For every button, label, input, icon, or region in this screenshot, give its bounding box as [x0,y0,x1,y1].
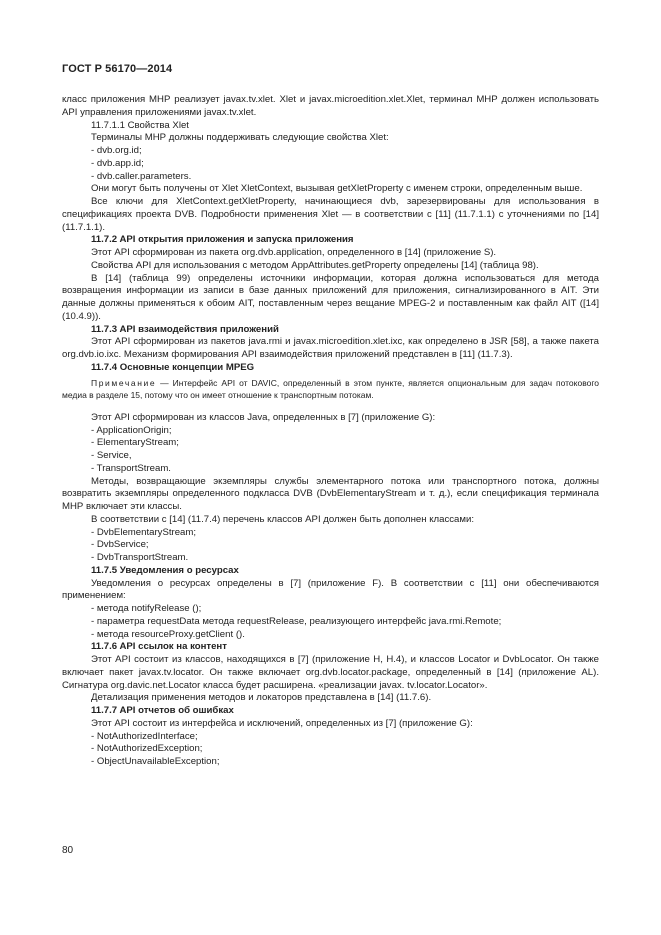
page-body [62,94,599,769]
list-item: - TransportStream. [91,462,171,474]
note [62,377,599,402]
list-item: - dvb.app.id; [91,157,144,169]
list-item: - dvb.caller.parameters. [91,170,192,182]
list-item: - параметра requestData метода requestRelease, реализующего интерфейс java.rmi.Remote; [91,615,502,627]
list-item: - ElementaryStream; [91,437,179,449]
list-item: - Service, [91,450,132,462]
list-item: - NotAuthorizedInterface; [91,730,198,742]
list-item: - метода notifyRelease (); [91,603,202,615]
paragraph: Этот API сформирован из классов Java, определенных в [7] (приложение G): [91,411,436,423]
page-header: ГОСТ Р 56170—2014 [62,63,173,75]
section-heading: 11.7.6 API ссылок на контент [91,641,227,653]
list-item: - ApplicationOrigin; [91,424,172,436]
paragraph: Этот API состоит из интерфейса и исключений, определенных из [7] (приложение G): [91,717,473,729]
note-text: — Интерфейс API от DAVIC, определенный в этом пункте, является опциональным для задач потокового медиа в разделе 15, потому что он имеет отношение к транспортным потокам. [62,377,599,401]
paragraph: Этот API сформирован из пакета org.dvb.application, определенного в [14] (приложение S). [91,247,497,258]
paragraph: В соответствии с [14] (11.7.4) перечень классов API должен быть дополнен классами: [91,513,474,525]
paragraph: Они могут быть получены от Xlet XletContext, вызывая getXletProperty с именем строки, определенным выше. [91,183,583,195]
list-item: - ObjectUnavailableException; [91,756,220,768]
section-heading: 11.7.2 API открытия приложения и запуска приложения [91,234,354,246]
paragraph: Этот API состоит из классов, находящихся в [7] (приложение Н, Н.4), и классов Locator и DvbLocator. Он также включает пакет javax.tv.locator. Он также включает org.dvb.locator.package, определенный в [14] (приложение AL). Сигнатура org.davic.net.Locator класса будет расширена. «реализации javax. tv.locator.Locator». [62,654,599,691]
paragraph: класс приложения МНР реализует javax.tv.xlet. Xlet и javax.microedition.xlet.Xlet, терминал МНР должен использовать API управления приложениями javax.tv.xlet. [62,94,599,118]
section-heading: 11.7.4 Основные концепции MPEG [91,361,255,373]
list-item: - DvbTransportStream. [91,552,189,564]
paragraph: Методы, возвращающие экземпляры службы элементарного потока или транспортного потока, должны возвратить экземпляры определенного подкласса DVB (DvbElementaryStream и т. д.), если спецификация терминала МНР включает эти классы. [62,475,599,513]
paragraph: Этот API сформирован из пакетов java.rmi и javax.microedition.xlet.ixc, как определено в JSR [58], а также пакета org.dvb.io.ixc. Механизм формирования API взаимодействия приложений представлен в [11] (11.7.3). [62,336,599,360]
note-label: Примечание [91,377,157,388]
list-item: - NotAuthorizedException; [91,743,203,755]
list-item: - DvbService; [91,539,149,551]
paragraph: Все ключи для XletContext.getXletProperty, начинающиеся dvb, зарезервированы для использования в спецификациях проекта DVB. Подробности применения Xlet — в соответствии с [11] (11.7.1.1) с уточнениями по [14] (11.7.1.1). [62,196,599,233]
list-item: - метода resourceProxy.getClient (). [91,628,245,640]
subsection-heading: 11.7.1.1 Свойства Xlet [91,119,189,131]
paragraph: В [14] (таблица 99) определены источники информации, которая должна использоваться для метода возвращения информации из записи в базе данных приложений для приложения, сигнализированного в AIT. Эти данные должны применяться к обоим AIT, поставленным через вещание MPEG-2 и поставленным как файл AIT ([14] (10.4.9)). [62,272,599,322]
paragraph: Детализация применения методов и локаторов представлена в [14] (11.7.6). [91,692,432,704]
list-item: - dvb.org.id; [91,145,142,156]
section-heading: 11.7.3 API взаимодействия приложений [91,323,279,335]
list-item: - DvbElementaryStream; [91,526,197,538]
paragraph: Свойства API для использования с методом AppAttributes.getProperty определены [14] (таблица 98). [91,259,539,271]
paragraph: Терминалы МНР должны поддерживать следующие свойства Xlet: [91,132,389,144]
page-number: 80 [62,845,74,856]
paragraph: Уведомления о ресурсах определены в [7] (приложение F). В соответствии с [11] они обеспечиваются применением: [62,577,599,602]
section-heading: 11.7.7 API отчетов об ошибках [91,705,234,717]
section-heading: 11.7.5 Уведомления о ресурсах [91,564,239,576]
